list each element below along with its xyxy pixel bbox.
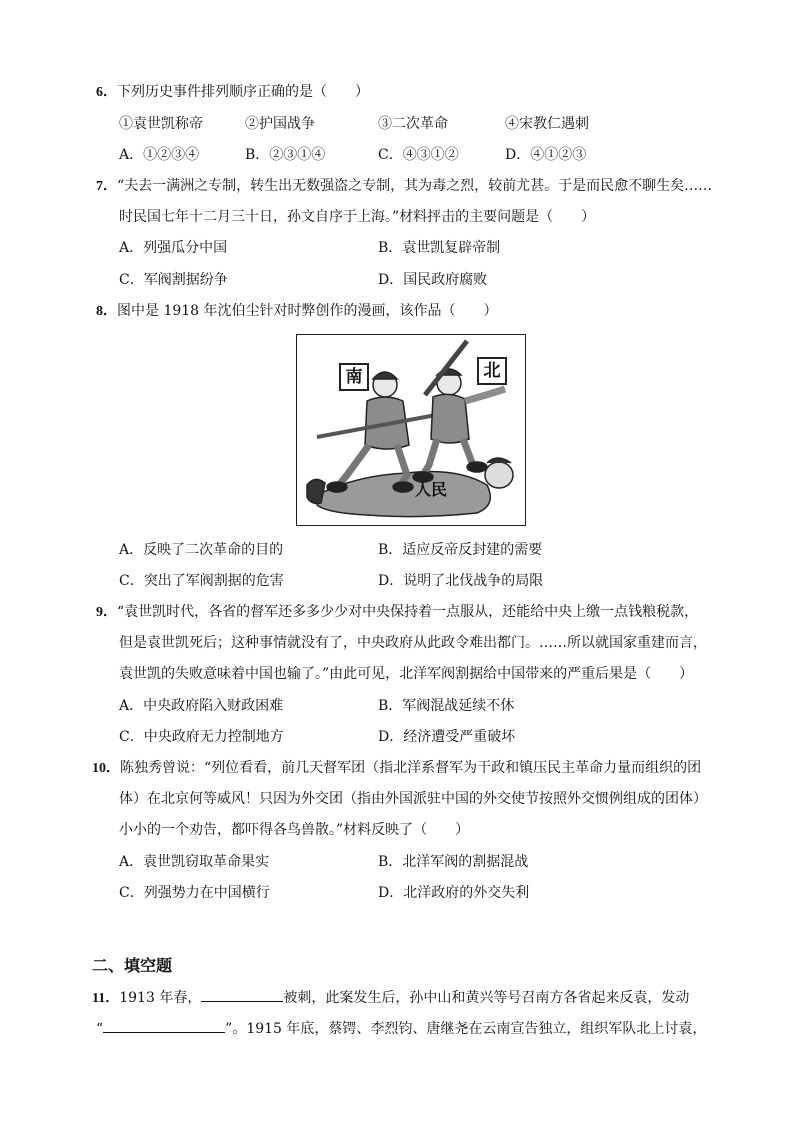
q11-number: 11． bbox=[92, 991, 120, 1006]
q6-option-c: C．④③①② bbox=[378, 147, 459, 163]
q6-item-3: ③二次革命 bbox=[378, 116, 448, 132]
q10-option-a: A．袁世凯窃取革命果实 bbox=[119, 854, 270, 870]
q11-line2-a: “ bbox=[96, 1021, 104, 1037]
q6-option-d: D．④①②③ bbox=[505, 147, 587, 163]
q6-option-a: A．①②③④ bbox=[119, 147, 200, 163]
cartoon-figure bbox=[296, 334, 526, 526]
section-title: 二、填空题 bbox=[92, 956, 173, 975]
q9-number: 9． bbox=[96, 605, 117, 620]
q11-line1-a: 1913 年春， bbox=[119, 990, 202, 1006]
q9-option-c: C．中央政府无力控制地方 bbox=[119, 729, 284, 745]
q8-stem bbox=[96, 301, 498, 322]
q6-item-1: ①袁世凯称帝 bbox=[119, 116, 203, 132]
q8-stem-text: 图中是 1918 年沈伯尘针对时弊创作的漫画，该作品（ ） bbox=[117, 303, 498, 319]
q11-blank-2[interactable] bbox=[103, 1018, 225, 1033]
q10-stem-line3: 小小的一个劝告，都吓得各鸟兽散。”材料反映了（ ） bbox=[119, 822, 470, 838]
q9-option-a: A．中央政府陷入财政困难 bbox=[119, 698, 284, 714]
q8-option-c: C．突出了军阀割据的危害 bbox=[119, 573, 284, 589]
q8-option-a: A．反映了二次革命的目的 bbox=[119, 542, 284, 558]
q11-line2 bbox=[96, 1018, 706, 1039]
q7-stem-line1: “夫去一满洲之专制，转生出无数强盗之专制，其为毒之烈，较前尤甚。于是而民愈不聊生矣…… bbox=[117, 178, 713, 194]
q10-stem-line2: 体）在北京何等威风！只因为外交团（指由外国派驻中国的外交使节按照外交惯例组成的团体） bbox=[119, 791, 707, 807]
south-label: 南 bbox=[339, 363, 369, 391]
people-label: 人民 bbox=[415, 480, 448, 499]
q6-option-b: B．②③①④ bbox=[245, 147, 326, 163]
north-label: 北 bbox=[477, 357, 507, 385]
q8-number: 8． bbox=[96, 304, 117, 319]
q8-option-d: D．说明了北伐战争的局限 bbox=[378, 573, 544, 589]
q8-option-b: B．适应反帝反封建的需要 bbox=[378, 542, 543, 558]
q6-number: 6． bbox=[96, 85, 117, 100]
q9-stem-line1: “袁世凯时代，各省的督军还多多少少对中央保持着一点服从，还能给中央上缴一点钱粮税款， bbox=[117, 604, 699, 620]
q9-stem-line3: 袁世凯的失败意味着中国也输了。”由此可见，北洋军阀割据给中国带来的严重后果是（ ） bbox=[119, 666, 694, 682]
q6-item-2: ②护国战争 bbox=[245, 116, 315, 132]
q11-blank-1[interactable] bbox=[201, 987, 283, 1002]
q10-stem-line1: 陈独秀曾说：“列位看看，前几天督军团（指北洋系督军为干政和镇压民主革命力量而组织的团 bbox=[120, 760, 702, 776]
q7-option-a: A．列强瓜分中国 bbox=[119, 240, 228, 256]
q11-line1 bbox=[92, 987, 689, 1009]
q9-option-b: B．军阀混战延续不休 bbox=[378, 698, 515, 714]
q9-option-d: D．经济遭受严重破坏 bbox=[378, 729, 516, 745]
q10-stem bbox=[92, 758, 701, 779]
q11-line1-b: 被刺，此案发生后，孙中山和黄兴等号召南方各省起来反袁，发动 bbox=[283, 990, 690, 1006]
q9-stem bbox=[96, 602, 698, 623]
q10-option-c: C．列强势力在中国横行 bbox=[119, 885, 270, 901]
q6-item-4: ④宋教仁遇刺 bbox=[505, 116, 589, 132]
q7-option-d: D．国民政府腐败 bbox=[378, 272, 488, 288]
q6-stem bbox=[96, 82, 369, 103]
q7-stem bbox=[96, 176, 712, 197]
q7-number: 7． bbox=[96, 179, 117, 194]
q10-option-b: B．北洋军阀的割据混战 bbox=[378, 854, 529, 870]
q10-option-d: D．北洋政府的外交失利 bbox=[378, 885, 530, 901]
q7-option-b: B．袁世凯复辟帝制 bbox=[378, 240, 501, 256]
q10-number: 10． bbox=[92, 761, 120, 776]
q7-option-c: C．军阀割据纷争 bbox=[119, 272, 228, 288]
q6-stem-text: 下列历史事件排列顺序正确的是（ ） bbox=[117, 84, 369, 100]
q7-stem-line2: 时民国七年十二月三十日，孙文自序于上海。”材料抨击的主要问题是（ ） bbox=[119, 209, 596, 225]
q11-line2-b: ”。1915 年底，蔡锷、李烈钧、唐继尧在云南宣告独立，组织军队北上讨袁， bbox=[225, 1021, 707, 1037]
q9-stem-line2: 但是袁世凯死后；这种事情就没有了，中央政府从此政令难出都门。……所以就国家重建而言， bbox=[119, 635, 707, 651]
